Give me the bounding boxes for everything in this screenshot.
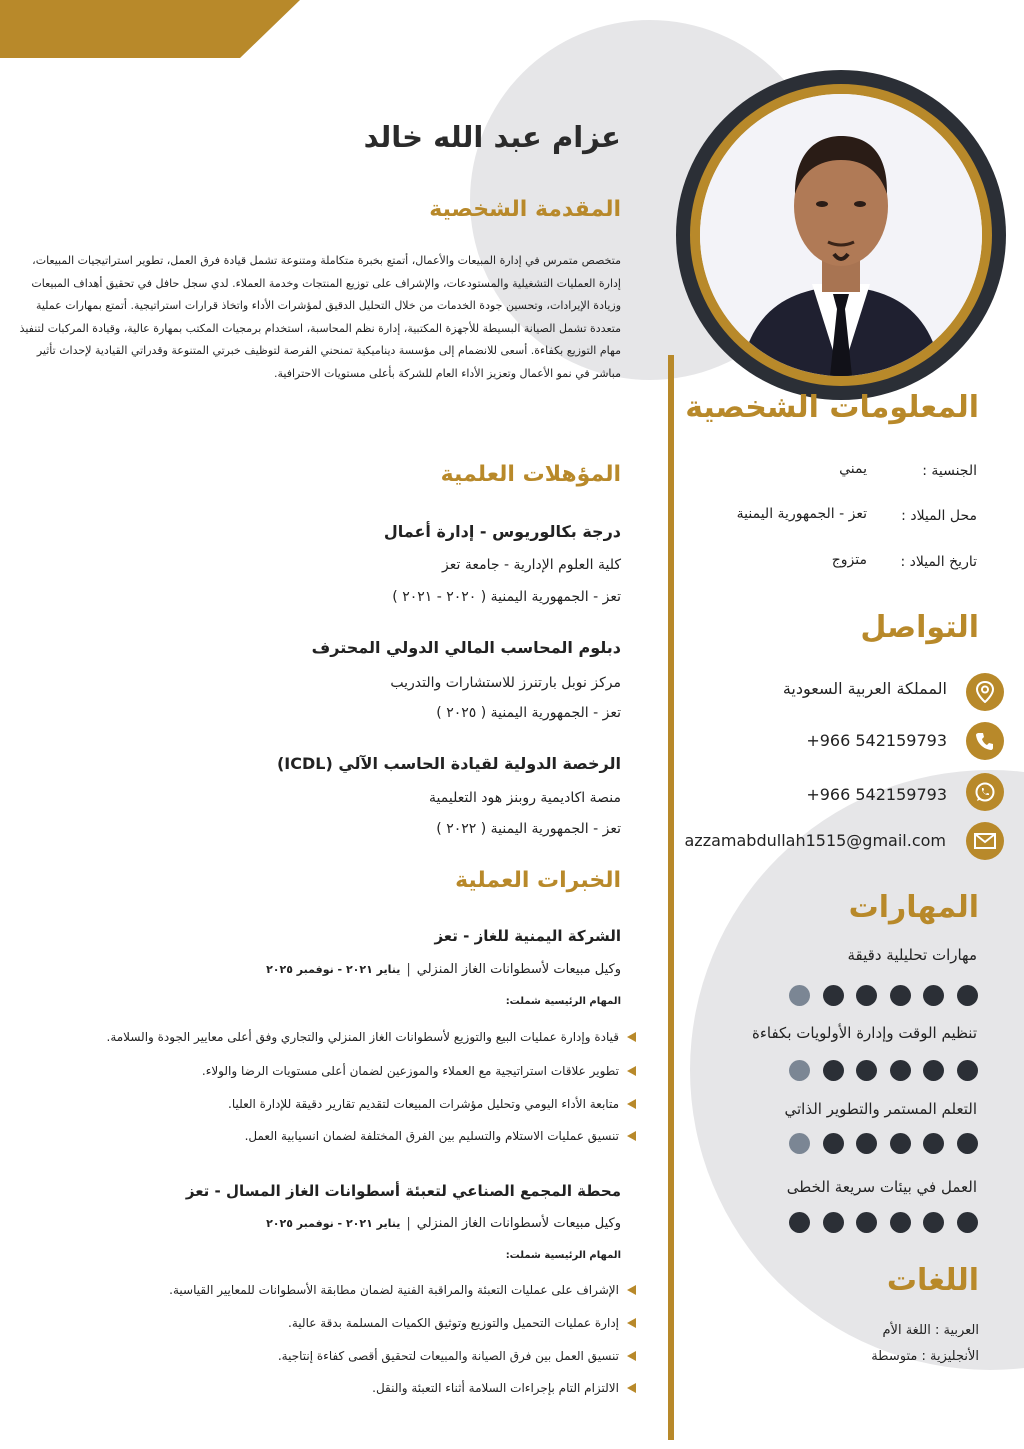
profile-photo bbox=[700, 94, 982, 376]
skill-dot-filled bbox=[823, 1133, 844, 1154]
task-item: إدارة عمليات التحميل والتوزيع وتوثيق الكميات المسلمة بدقة عالية. bbox=[288, 1316, 636, 1330]
task-item: تنسيق العمل بين فرق الصيانة والمبيعات لتحقيق أقصى كفاءة إنتاجية. bbox=[278, 1349, 636, 1363]
skill-name: التعلم المستمر والتطوير الذاتي bbox=[784, 1100, 977, 1118]
intro-line: متخصص متمرس في إدارة المبيعات والأعمال، أتمتع بخبرة متكاملة ومتنوعة تشمل قيادة فرق العمل، تطوير استراتيجيات المبيعات، bbox=[32, 254, 621, 267]
skill-rating bbox=[789, 1133, 978, 1154]
skill-dot-filled bbox=[890, 1212, 911, 1233]
skill-dot-filled bbox=[957, 1212, 978, 1233]
person-name: عزام عبد الله خالد bbox=[363, 120, 621, 154]
skill-dot-filled bbox=[789, 1212, 810, 1233]
education-institution: مركز نوبل بارتنرز للاستشارات والتدريب bbox=[390, 675, 621, 691]
language-item: الأنجليزية : متوسطة bbox=[871, 1349, 979, 1364]
skill-dot-filled bbox=[823, 1060, 844, 1081]
bullet-arrow-icon bbox=[627, 1285, 636, 1295]
task-item: الإشراف على عمليات التعبئة والمراقبة الفنية لضمان مطابقة الأسطوانات للمعايير القياسية. bbox=[169, 1283, 636, 1297]
personal-info-title: المعلومات الشخصية bbox=[685, 390, 979, 425]
intro-paragraph bbox=[14, 250, 621, 385]
bullet-arrow-icon bbox=[627, 1032, 636, 1042]
skills-title: المهارات bbox=[848, 890, 979, 925]
skill-dot-filled bbox=[923, 1060, 944, 1081]
bullet-arrow-icon bbox=[627, 1099, 636, 1109]
education-degree: دبلوم المحاسب المالي الدولي المحترف bbox=[311, 638, 621, 657]
tasks-heading: المهام الرئيسية شملت: bbox=[505, 1250, 621, 1261]
info-label: محل الميلاد : bbox=[901, 508, 977, 524]
info-label: تاريخ الميلاد : bbox=[900, 554, 977, 570]
languages-title: اللغات bbox=[886, 1263, 979, 1298]
intro-line: مهام التوزيع بكفاءة. أسعى للانضمام إلى مؤسسة ديناميكية تمنحني الفرصة لتوظيف خبرتي المتنوعة وقدراتي القيادية لإحداث تأثير bbox=[36, 344, 621, 357]
contact-whatsapp[interactable]: +966 542159793 bbox=[806, 785, 947, 804]
skill-dot-empty bbox=[789, 1060, 810, 1081]
language-item: العربية : اللغة الأم bbox=[882, 1323, 979, 1338]
education-title: المؤهلات العلمية bbox=[440, 462, 621, 487]
education-institution: منصة اكاديمية روبنز هود التعليمية bbox=[429, 790, 621, 806]
skill-dot-filled bbox=[957, 1133, 978, 1154]
task-item: متابعة الأداء اليومي وتحليل مؤشرات المبيعات لتقديم تقارير دقيقة للإدارة العليا. bbox=[228, 1097, 636, 1111]
job-line: وكيل مبيعات لأسطوانات الغاز المنزلي|يناير ٢٠٢١ - نوفمبر ٢٠٢٥ bbox=[266, 1216, 621, 1231]
skill-dot-filled bbox=[856, 985, 877, 1006]
bullet-arrow-icon bbox=[627, 1066, 636, 1076]
bullet-arrow-icon bbox=[627, 1351, 636, 1361]
skill-dot-empty bbox=[789, 1133, 810, 1154]
info-value: تعز - الجمهورية اليمنية bbox=[736, 506, 867, 522]
task-item: الالتزام التام بإجراءات السلامة أثناء التعبئة والنقل. bbox=[372, 1381, 636, 1395]
tasks-heading: المهام الرئيسية شملت: bbox=[505, 996, 621, 1007]
skill-dot-filled bbox=[823, 1212, 844, 1233]
skill-dot-filled bbox=[957, 985, 978, 1006]
skill-dot-filled bbox=[923, 1133, 944, 1154]
person-portrait-icon bbox=[700, 94, 982, 376]
skill-dot-filled bbox=[890, 1060, 911, 1081]
location-icon bbox=[966, 673, 1004, 711]
skill-dot-filled bbox=[823, 985, 844, 1006]
skill-dot-empty bbox=[789, 985, 810, 1006]
info-value: يمني bbox=[839, 461, 867, 477]
job-dates: يناير ٢٠٢١ - نوفمبر ٢٠٢٥ bbox=[266, 963, 401, 976]
task-item: تنسيق عمليات الاستلام والتسليم بين الفرق المختلفة لضمان انسيابية العمل. bbox=[245, 1129, 636, 1143]
skill-name: تنظيم الوقت وإدارة الأولويات بكفاءة bbox=[751, 1024, 977, 1042]
job-role: وكيل مبيعات لأسطوانات الغاز المنزلي bbox=[416, 1216, 621, 1231]
skill-dot-filled bbox=[856, 1212, 877, 1233]
job-role: وكيل مبيعات لأسطوانات الغاز المنزلي bbox=[416, 962, 621, 977]
education-institution: كلية العلوم الإدارية - جامعة تعز bbox=[442, 557, 621, 573]
intro-line: مباشر في نمو الأعمال وتعزيز الأداء العام للشركة بأعلى مستويات الاحترافية. bbox=[274, 366, 621, 380]
skill-rating bbox=[789, 1212, 978, 1233]
profile-photo-frame bbox=[676, 70, 1006, 400]
skill-dot-filled bbox=[923, 1212, 944, 1233]
skill-rating bbox=[789, 985, 978, 1006]
whatsapp-icon bbox=[966, 773, 1004, 811]
intro-line: إدارة العمليات التشغيلية والمستودعات، والإشراف على توزيع المنتجات وخدمة العملاء. لدي سجل حافل في تحقيق أهداف المبيعات bbox=[31, 276, 621, 290]
bullet-arrow-icon bbox=[627, 1318, 636, 1328]
job-line: وكيل مبيعات لأسطوانات الغاز المنزلي|يناير ٢٠٢١ - نوفمبر ٢٠٢٥ bbox=[266, 962, 621, 977]
skill-dot-filled bbox=[856, 1060, 877, 1081]
skill-dot-filled bbox=[890, 1133, 911, 1154]
skill-name: مهارات تحليلية دقيقة bbox=[847, 946, 977, 964]
info-value: متزوج bbox=[831, 552, 867, 568]
divider-line bbox=[668, 355, 674, 1440]
contact-email[interactable]: azzamabdullah1515@gmail.com bbox=[684, 831, 946, 850]
contact-location: المملكة العربية السعودية bbox=[782, 679, 947, 698]
skill-dot-filled bbox=[957, 1060, 978, 1081]
task-item: قيادة وإدارة عمليات البيع والتوزيع لأسطوانات الغاز المنزلي والتجاري وفق أعلى معايير الجودة والسلامة. bbox=[107, 1030, 637, 1044]
email-icon bbox=[966, 822, 1004, 860]
intro-title: المقدمة الشخصية bbox=[429, 197, 621, 222]
task-item: تطوير علاقات استراتيجية مع العملاء والموزعين لضمان أعلى مستويات الرضا والولاء. bbox=[202, 1064, 636, 1078]
education-degree: الرخصة الدولية لقيادة الحاسب الآلي (ICDL) bbox=[276, 754, 621, 773]
info-label: الجنسية : bbox=[922, 463, 977, 479]
bullet-arrow-icon bbox=[627, 1383, 636, 1393]
education-location: تعز - الجمهورية اليمنية ( ٢٠٢٠ - ٢٠٢١ ) bbox=[392, 589, 621, 605]
contact-phone[interactable]: +966 542159793 bbox=[806, 731, 947, 750]
phone-icon bbox=[966, 722, 1004, 760]
skill-dot-filled bbox=[923, 985, 944, 1006]
top-banner bbox=[0, 0, 300, 58]
company-name: محطة المجمع الصناعي لتعبئة أسطوانات الغاز المسال - تعز bbox=[185, 1182, 621, 1200]
company-name: الشركة اليمنية للغاز - تعز bbox=[434, 927, 621, 945]
contact-title: التواصل bbox=[860, 610, 979, 645]
experience-title: الخبرات العملية bbox=[455, 868, 621, 893]
intro-line: وزيادة الإيرادات، وتحسين جودة الخدمات من خلال التحليل الدقيق لمؤشرات الأداء واتخاذ قرارات استراتيجية. أتمتع بمهارات عملية bbox=[35, 299, 621, 312]
education-location: تعز - الجمهورية اليمنية ( ٢٠٢٥ ) bbox=[436, 705, 621, 721]
skill-dot-filled bbox=[856, 1133, 877, 1154]
intro-line: متعددة تشمل الصيانة البسيطة للأجهزة المكتبية، إدارة نظم المحاسبة، استخدام برمجيات المكتب بمهارة عالية، وقيادة المركبات لتنفيذ bbox=[19, 321, 621, 335]
skill-rating bbox=[789, 1060, 978, 1081]
education-location: تعز - الجمهورية اليمنية ( ٢٠٢٢ ) bbox=[436, 821, 621, 837]
bullet-arrow-icon bbox=[627, 1131, 636, 1141]
education-degree: درجة بكالوريوس - إدارة أعمال bbox=[383, 522, 621, 541]
job-dates: يناير ٢٠٢١ - نوفمبر ٢٠٢٥ bbox=[266, 1217, 401, 1230]
skill-dot-filled bbox=[890, 985, 911, 1006]
skill-name: العمل في بيئات سريعة الخطى bbox=[786, 1178, 977, 1196]
